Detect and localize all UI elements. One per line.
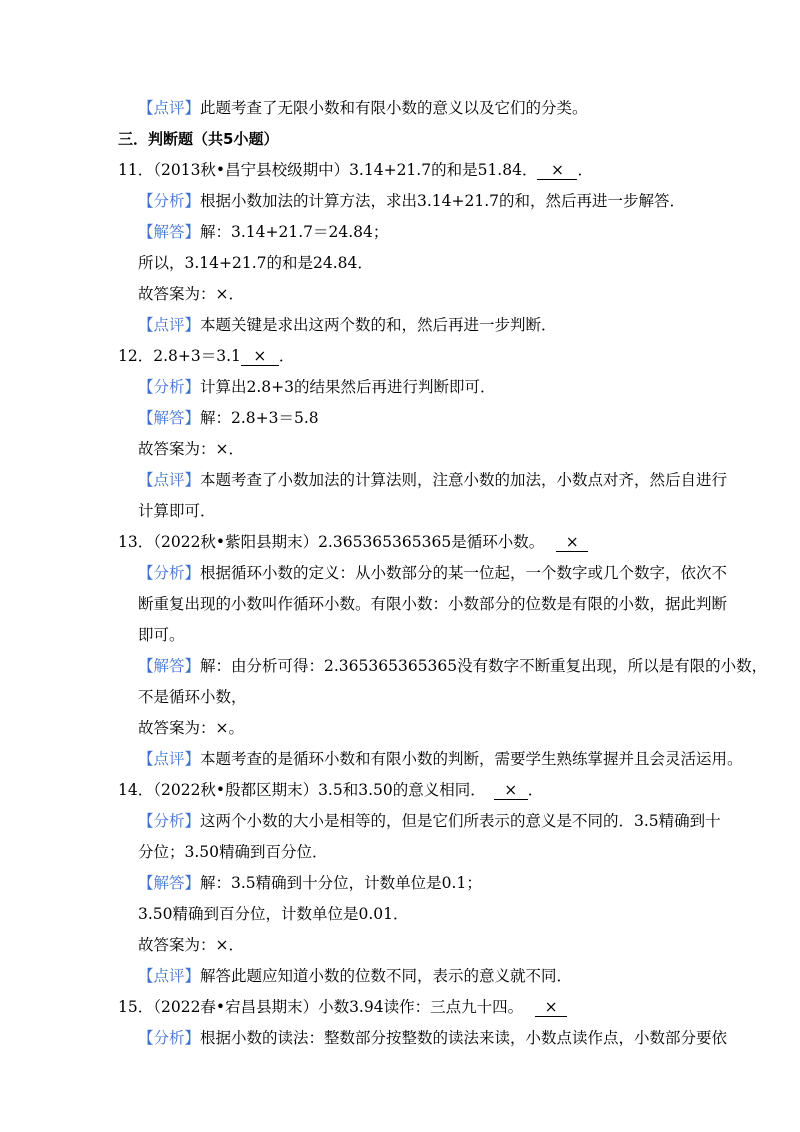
answer-blank: × (494, 781, 528, 800)
comment-text: 计算即可． (138, 502, 216, 520)
answer-tag: 【解答】 (138, 874, 201, 892)
comment-block (138, 98, 588, 118)
answer-blank: × (556, 533, 588, 552)
analysis-text: 计算出2.8+3的结果然后再进行判断即可． (200, 378, 496, 396)
comment-block (138, 966, 572, 986)
question-stem (118, 160, 593, 180)
question-number: 14． (118, 781, 154, 799)
comment-block (138, 470, 727, 490)
analysis-tag: 【分析】 (138, 564, 201, 582)
analysis-tag: 【分析】 (138, 192, 201, 210)
question-text: 2.8+3＝3.1 (153, 347, 241, 365)
analysis-block (138, 1028, 727, 1048)
answer-tag: 【解答】 (138, 657, 201, 675)
comment-tag: 【点评】 (138, 750, 201, 768)
answer-block (138, 656, 767, 676)
comment-tag: 【点评】 (138, 316, 201, 334)
comment-text: 本题关键是求出这两个数的和，然后再进一步判断． (200, 316, 557, 334)
comment-text: 本题考查了小数加法的计算法则，注意小数的加法，小数点对齐，然后自进行 (200, 471, 728, 489)
answer-blank: × (241, 347, 279, 366)
analysis-text: 这两个小数的大小是相等的，但是它们所表示的意义是不同的．3.5精确到十 (200, 812, 721, 830)
comment-tag: 【点评】 (138, 99, 201, 117)
question-stem (118, 532, 588, 552)
question-number: 12． (118, 347, 154, 365)
comment-text: 本题考查的是循环小数和有限小数的判断，需要学生熟练掌握并且会灵活运用。 (200, 750, 743, 768)
answer-text: 故答案为：×． (138, 936, 244, 954)
answer-text: 故答案为：×。 (138, 719, 244, 737)
section-title: 三．判断题（共5小题） (118, 130, 279, 148)
question-text: （2022秋•紫阳县期末）2.365365365365是循环小数。 (153, 533, 545, 551)
question-text: （2022秋•殷都区期末）3.5和3.50的意义相同． (153, 781, 486, 799)
answer-text: 解：3.14+21.7＝24.84； (200, 223, 389, 241)
analysis-block (138, 563, 727, 583)
question-text-end: ． (527, 781, 544, 799)
answer-tag: 【解答】 (138, 409, 201, 427)
question-stem (118, 346, 294, 366)
answer-text: 解：2.8+3＝5.8 (200, 409, 319, 427)
answer-text: 不是循环小数， (138, 688, 247, 706)
analysis-tag: 【分析】 (138, 812, 201, 830)
question-text: （2022春•宕昌县期末）小数3.94读作：三点九十四。 (153, 998, 524, 1016)
question-text-end: ． (278, 347, 295, 365)
question-text-end: ． (577, 161, 593, 179)
comment-text: 解答此题应知道小数的位数不同，表示的意义就不同． (200, 967, 573, 985)
analysis-block (138, 377, 496, 397)
answer-text: 故答案为：×． (138, 285, 244, 303)
comment-tag: 【点评】 (138, 471, 201, 489)
comment-block (138, 315, 557, 335)
answer-tag: 【解答】 (138, 223, 201, 241)
question-number: 13． (118, 533, 154, 551)
question-text: （2013秋•昌宁县校级期中）3.14+21.7的和是51.84． (153, 161, 538, 179)
analysis-tag: 【分析】 (138, 378, 201, 396)
analysis-block (138, 191, 685, 211)
answer-text: 解：由分析可得：2.365365365365没有数字不断重复出现，所以是有限的小数， (200, 657, 768, 675)
answer-text: 3.50精确到百分位，计数单位是0.01． (138, 905, 409, 923)
analysis-block (138, 811, 721, 831)
comment-text: 此题考查了无限小数和有限小数的意义以及它们的分类。 (200, 99, 588, 117)
answer-block (138, 408, 319, 428)
answer-text: 所以，3.14+21.7的和是24.84． (138, 254, 373, 272)
answer-block (138, 222, 388, 242)
analysis-text: 断重复出现的小数叫作循环小数。有限小数：小数部分的位数是有限的小数，据此判断 (138, 595, 728, 613)
answer-text: 故答案为：×． (138, 440, 244, 458)
answer-block (138, 873, 482, 893)
comment-tag: 【点评】 (138, 967, 201, 985)
question-stem (118, 780, 543, 800)
analysis-text: 根据小数加法的计算方法，求出3.14+21.7的和，然后再进一步解答． (200, 192, 686, 210)
answer-blank: × (535, 998, 567, 1017)
analysis-text: 根据小数的读法：整数部分按整数的读法来读，小数点读作点，小数部分要依 (200, 1029, 728, 1047)
analysis-text: 分位；3.50精确到百分位． (138, 843, 328, 861)
question-stem (118, 997, 567, 1017)
answer-text: 解：3.5精确到十分位，计数单位是0.1； (200, 874, 482, 892)
analysis-text: 即可。 (138, 626, 185, 644)
question-number: 11． (118, 161, 154, 179)
comment-block (138, 749, 743, 769)
analysis-text: 根据循环小数的定义：从小数部分的某一位起，一个数字或几个数字，依次不 (200, 564, 728, 582)
answer-blank: × (537, 161, 577, 180)
question-number: 15． (118, 998, 154, 1016)
analysis-tag: 【分析】 (138, 1029, 201, 1047)
